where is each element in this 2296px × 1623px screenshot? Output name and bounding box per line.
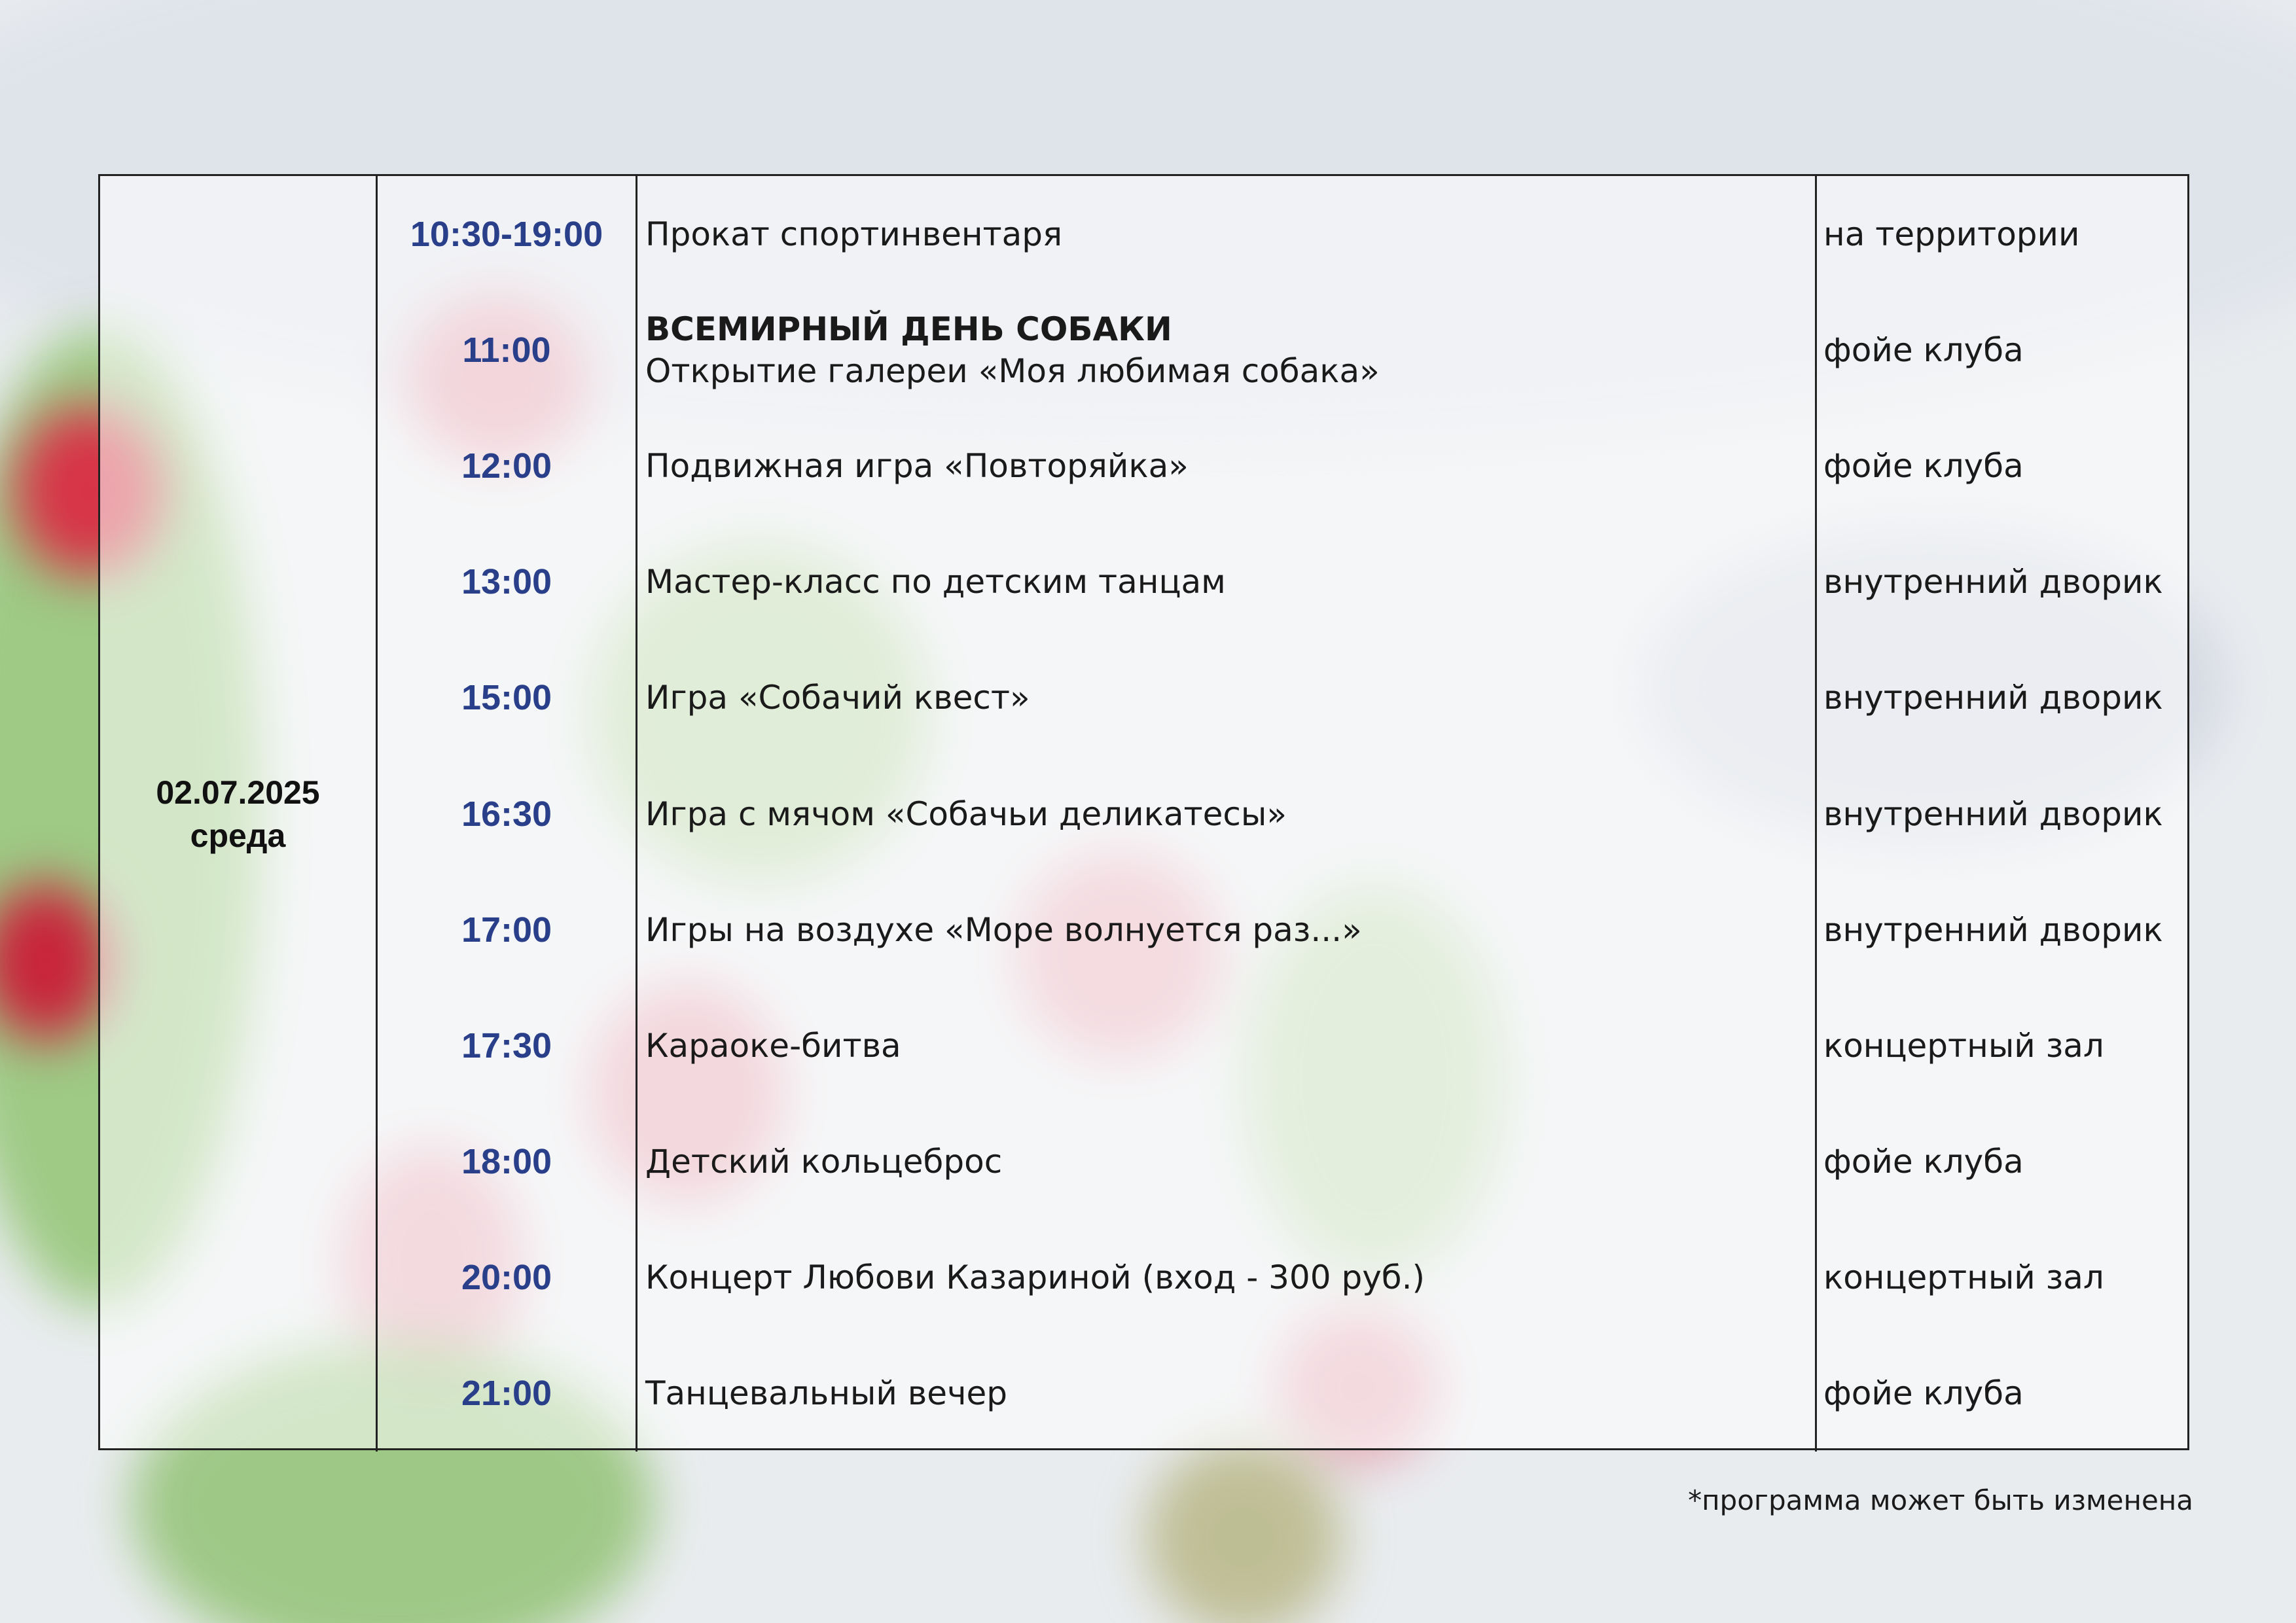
event-cell bbox=[637, 872, 1815, 988]
place-cell: внутренний дворик bbox=[1823, 679, 2163, 717]
event-title: Прокат спортинвентаря bbox=[645, 215, 1063, 253]
event-title: Открытие галереи «Моя любимая собака» bbox=[645, 351, 1380, 390]
time-cell: 10:30-19:00 bbox=[410, 214, 603, 254]
place-cell: на территории bbox=[1823, 215, 2080, 253]
event-title: Подвижная игра «Повторяйка» bbox=[645, 446, 1189, 485]
place-cell: фойе клуба bbox=[1823, 1143, 2024, 1181]
date-cell bbox=[100, 176, 376, 1452]
place-cell: фойе клуба bbox=[1823, 446, 2024, 485]
place-cell: внутренний дворик bbox=[1823, 563, 2163, 601]
time-cell: 11:00 bbox=[462, 330, 551, 370]
place-column bbox=[1815, 176, 2187, 1452]
event-cell bbox=[637, 756, 1815, 872]
time-cell: 18:00 bbox=[461, 1142, 552, 1182]
time-cell: 16:30 bbox=[461, 794, 552, 834]
event-cell bbox=[637, 640, 1815, 756]
event-title: Танцевальный вечер bbox=[645, 1374, 1008, 1413]
event-title: Мастер-класс по детским танцам bbox=[645, 563, 1226, 601]
place-cell: внутренний дворик bbox=[1823, 910, 2163, 949]
time-cell: 17:00 bbox=[461, 910, 552, 950]
place-cell: концертный зал bbox=[1823, 1026, 2104, 1065]
place-cell: фойе клуба bbox=[1823, 1374, 2024, 1413]
event-title: Караоке-битва bbox=[645, 1026, 901, 1065]
place-cell: концертный зал bbox=[1823, 1258, 2104, 1297]
event-cell bbox=[637, 988, 1815, 1103]
event-cell bbox=[637, 1220, 1815, 1336]
event-title: Игры на воздухе «Море волнуется раз...» bbox=[645, 910, 1362, 949]
event-title: Детский кольцеброс bbox=[645, 1143, 1003, 1181]
schedule-table bbox=[98, 174, 2189, 1450]
event-title: Игра «Собачий квест» bbox=[645, 679, 1030, 717]
event-column bbox=[636, 176, 1815, 1452]
date-text: 02.07.2025 bbox=[156, 774, 320, 811]
weekday-text: среда bbox=[190, 817, 286, 854]
place-cell: внутренний дворик bbox=[1823, 794, 2163, 833]
place-cell: фойе клуба bbox=[1823, 330, 2024, 369]
time-cell: 13:00 bbox=[461, 562, 552, 602]
event-headline: ВСЕМИРНЫЙ ДЕНЬ СОБАКИ bbox=[645, 310, 1172, 348]
event-cell bbox=[637, 408, 1815, 524]
event-cell bbox=[637, 1336, 1815, 1452]
event-cell bbox=[637, 1104, 1815, 1220]
event-cell bbox=[637, 292, 1815, 408]
time-cell: 20:00 bbox=[461, 1258, 552, 1298]
time-column bbox=[376, 176, 636, 1452]
event-cell bbox=[637, 524, 1815, 640]
time-cell: 21:00 bbox=[461, 1374, 552, 1414]
event-title: Концерт Любови Казариной (вход - 300 руб.) bbox=[645, 1258, 1426, 1297]
event-cell bbox=[637, 176, 1815, 292]
event-title: Игра с мячом «Собачьи деликатесы» bbox=[645, 794, 1287, 833]
time-cell: 17:30 bbox=[461, 1026, 552, 1065]
time-cell: 15:00 bbox=[461, 678, 552, 718]
footnote: *программа может быть изменена bbox=[1688, 1484, 2193, 1516]
time-cell: 12:00 bbox=[461, 446, 552, 486]
